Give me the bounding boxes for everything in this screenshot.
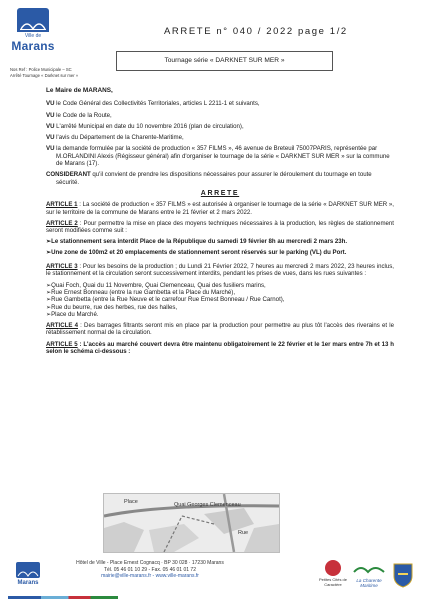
vu-text: L'arrêté Municipal en date du 10 novembre 2016 (plan de circulation),: [56, 122, 244, 130]
vu-text: la demande formulée par la société de production « 357 FILMS », 46 avenue de Breteuil 75007PARIS, représentée par M.ORLANDINI Alexis (Régisseur général) afin d'organiser le tournage de la série « DARKNET SUR MER » sur la commune de Marans (17).: [56, 145, 390, 168]
map-drawing: [104, 494, 279, 552]
vu-text: le Code Général des Collectivités Territoriales, articles L 2211-1 et suivants,: [56, 100, 260, 108]
vu-prefix: VU: [46, 122, 55, 130]
considerant-item: [46, 171, 394, 186]
charente-maritime-text: La Charente Maritime: [356, 578, 382, 589]
petites-cites-text: Petites Cités de Caractère: [318, 577, 347, 587]
article-label: ARTICLE 4: [46, 322, 78, 330]
vu-prefix: VU: [46, 134, 55, 142]
shield-icon: [392, 562, 414, 588]
petites-cites-logo: [318, 560, 348, 594]
vu-text: l'avis du Département de la Charente-Maritime,: [56, 134, 184, 142]
arrete-heading: ARRETE: [200, 189, 240, 197]
site-map: [103, 493, 280, 553]
document-body: [46, 87, 394, 359]
vu-item: [46, 112, 394, 119]
map-label: Quai Georges Clemenceau: [174, 502, 241, 508]
article-label: ARTICLE 1: [46, 201, 78, 209]
considerant-prefix: CONSIDERANT: [46, 171, 91, 179]
charente-maritime-logo: [352, 562, 386, 594]
article-text: : L'accès au marché couvert devra être maintenu obligatoirement le 22 février et le 1er mars entre 7h et 13 h selon le schéma ci-dessous :: [46, 340, 394, 356]
article-text: : Pour les besoins de la production ; du Lundi 21 Février 2022, 7 heures au mercredi 2 mars 2022, 23 heures inclus, le stationnement et la circulation seront successivement interdits, pendant les prises de vues, dans les rues suivantes :: [46, 263, 394, 278]
considerant-text: qu'il convient de prendre les dispositions nécessaires pour assurer le déroulement du tournage en toute sécurité.: [56, 171, 372, 186]
bridge-icon: [20, 18, 46, 30]
vu-item: [46, 100, 394, 107]
street-item: ➢Rue du beurre, rue des herbes, rue des halles,: [46, 303, 178, 311]
subject-box: Tournage série « DARKNET SUR MER »: [116, 51, 333, 71]
reference-line: Arrêté Tournage « Darknet sur mer »: [10, 72, 79, 78]
logo-text-big: Marans: [11, 39, 55, 53]
maire-heading: Le Maire de MARANS,: [46, 87, 113, 94]
vu-item: [46, 134, 394, 141]
marans-footer-logo-icon: [10, 562, 46, 592]
footer-phone: Tél. 05 46 01 10 29 - Fax. 05 46 01 01 72: [103, 566, 196, 573]
footer-logo-text: Marans: [17, 580, 39, 586]
reference-line: Nos Ref : Police Municipale – SC: [10, 67, 72, 72]
article-5: [46, 341, 394, 356]
article-2: [46, 220, 394, 235]
vu-prefix: VU: [46, 111, 55, 119]
petites-cites-icon: [325, 560, 341, 576]
article-4: [46, 322, 394, 337]
vu-item: [46, 145, 394, 167]
map-label: Place: [124, 499, 138, 505]
footer-logo-left: [10, 562, 46, 592]
vu-text: le Code de la Route,: [56, 111, 112, 119]
footer-contact: mairie@ville-marans.fr - www.ville-marans.fr: [101, 573, 199, 579]
article-label: ARTICLE 5: [46, 340, 78, 348]
article-2-bullet: ➢Une zone de 100m2 et 20 emplacements de stationnement seront réservés sur le parking (VL) du Port.: [46, 248, 347, 256]
coat-of-arms-logo: [392, 562, 414, 588]
street-item: ➢Rue Ernest Bonneau (entre la rue Gambetta et la Place du Marché),: [46, 288, 236, 296]
article-1: [46, 201, 394, 216]
article-label: ARTICLE 2: [46, 219, 78, 227]
footer-address: Hôtel de Ville - Place Ernest Cognacq · BP 30 028 · 17230 Marans: [76, 560, 224, 566]
street-item: ➢Place du Marché.: [46, 310, 99, 318]
article-text: : La société de production « 357 FILMS » est autorisée à organiser le tournage de la série « DARKNET SUR MER », sur le territoire de la commune de Marans entre le 21 février et 2 mars 2022.: [46, 201, 394, 216]
vu-item: [46, 123, 394, 130]
article-text: : Des barrages filtrants seront mis en place par la production pour permettre au plus tôt l'accès des riverains et le rétablissement normal de la circulation.: [46, 322, 394, 337]
vu-prefix: VU: [46, 145, 55, 153]
reference-block: [10, 67, 78, 78]
vu-prefix: VU: [46, 100, 55, 108]
logo-badge: [17, 8, 49, 32]
logo-text-small: Ville de: [24, 33, 42, 39]
wave-icon: [352, 562, 386, 576]
footer: [70, 560, 230, 580]
article-label: ARTICLE 3: [46, 263, 78, 271]
color-strip: [8, 596, 118, 599]
map-label: Rue: [238, 530, 249, 536]
article-2-bullet: ➢Le stationnement sera interdit Place de la République du samedi 19 février 8h au mercredi 2 mars 23h.: [46, 238, 348, 246]
article-text: : Pour permettre la mise en place des moyens techniques nécessaires à la production, les règles de stationnement seront modifiées comme suit :: [46, 219, 394, 235]
marans-logo: [10, 8, 56, 60]
street-item: ➢Rue Gambetta (entre la Rue Neuve et le carrefour Rue Ernest Bonneau / Rue Carnot),: [46, 296, 285, 304]
street-item: ➢Quai Foch, Quai du 11 Novembre, Quai Clemenceau, Quai des fusiliers marins,: [46, 281, 266, 289]
document-title: ARRETE n° 040 / 2022 page 1/2: [164, 26, 348, 37]
article-3: [46, 263, 394, 278]
